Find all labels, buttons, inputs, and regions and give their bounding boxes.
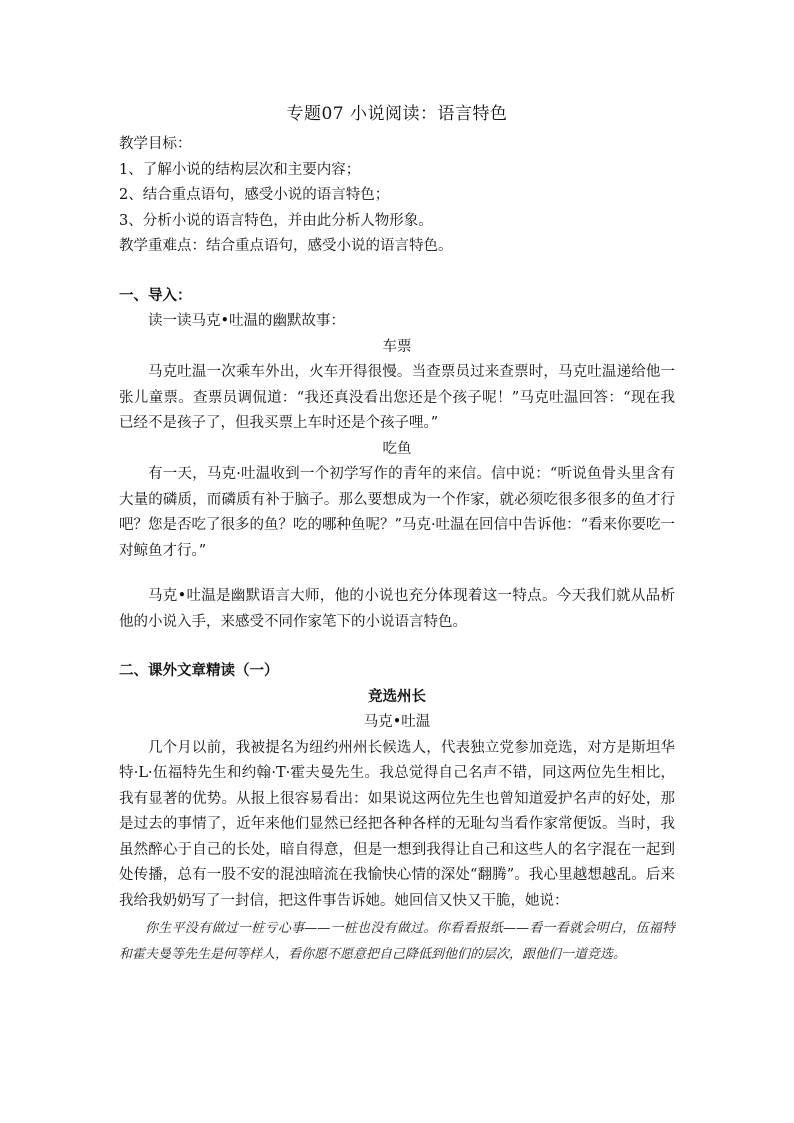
spacer	[119, 260, 675, 284]
grandmother-letter: 你生平没有做过一桩亏心事——一桩也没有做过。你看看报纸——看一看就会明白，伍福特和霍夫曼等先生是何等样人，看你愿不愿意把自己降低到他们的层次，跟他们一道竞选。	[119, 921, 675, 962]
story-1-title: 车票	[382, 338, 412, 355]
objective-item-1: 1、了解小说的结构层次和主要内容；	[119, 161, 361, 178]
section-1-heading: 一、导入：	[119, 287, 192, 304]
objectives-heading: 教学目标：	[119, 136, 192, 152]
objective-item-2: 2、结合重点语句，感受小说的语言特色；	[119, 187, 390, 203]
story-2-text: 有一天，马克·吐温收到一个初学写作的青年的来信。信中说：“听说鱼骨头里含有大量的磷质，而磷质有补于脑子。那么要想成为一个作家，就必须吃很多很多的鱼才行吧？您是否吃了很多的鱼？吃的哪种鱼呢？”马克·吐温在回信中告诉他：“看来你要吃一对鲸鱼才行。”	[119, 466, 675, 559]
story-1-text: 马克吐温一次乘车外出，火车开得很慢。当查票员过来查票时，马克吐温递给他一张儿童票。查票员调侃道：“我还真没看出您还是个孩子呢！”马克吐温回答：“现在我已经不是孩子了，但我买票上车时还是个孩子哩。”	[119, 364, 675, 431]
article-title: 竞选州长	[368, 688, 426, 705]
article-author: 马克•吐温	[363, 714, 431, 730]
spacer	[119, 564, 675, 584]
spacer	[119, 635, 675, 659]
section-2-heading: 二、课外文章精读（一）	[119, 663, 279, 679]
document-page	[119, 100, 675, 967]
article-paragraph: 几个月以前，我被提名为纽约州州长候选人，代表独立党参加竞选，对方是斯坦华特·L·伍福特先生和约翰·T·霍夫曼先生。我总觉得自己名声不错，同这两位先生相比，我有显著的优势。从报上很容易看出：如果说这两位先生也曾知道爱护名声的好处，那是过去的事情了，近年来他们显然已经把各种各样的无耻勾当看作家常便饭。当时，我虽然醉心于自己的长处，暗自得意，但是一想到我得让自己和这些人的名字混在一起到处传播，总有一股不安的混浊暗流在我愉快心情的深处“翻腾”。我心里越想越乱。后来我给我奶奶写了一封信，把这件事告诉她。她回信又快又干脆，她说：	[119, 739, 675, 909]
section-1-summary: 马克•吐温是幽默语言大师，他的小说也充分体现着这一特点。今天我们就从品析他的小说入手，来感受不同作家笔下的小说语言特色。	[119, 588, 675, 630]
story-2-title: 吃鱼	[382, 440, 412, 457]
document-title: 专题07 小说阅读：语言特色	[286, 104, 508, 124]
section-1-intro: 读一读马克•吐温的幽默故事：	[148, 313, 346, 329]
objective-item-3: 3、分析小说的语言特色，并由此分析人物形象。	[119, 212, 433, 229]
key-point: 教学重难点：结合重点语句，感受小说的语言特色。	[119, 238, 453, 254]
